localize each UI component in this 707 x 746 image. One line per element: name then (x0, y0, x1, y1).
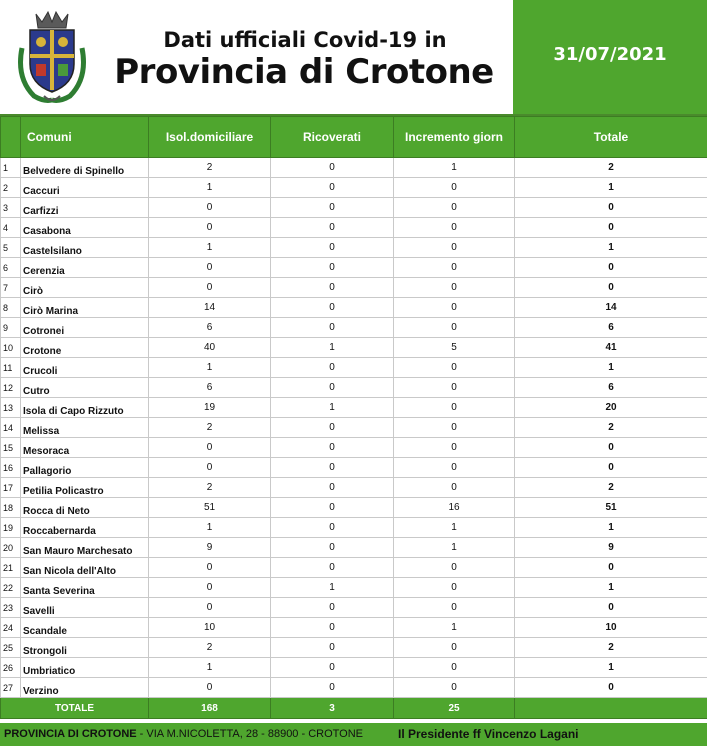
table-row (1, 478, 707, 498)
cell-isolamento: 0 (149, 258, 271, 278)
cell-ricoverati: 0 (271, 198, 394, 218)
cell-ricoverati: 0 (271, 598, 394, 618)
row-number: 12 (1, 378, 21, 398)
table-row (1, 558, 707, 578)
cell-totale: 0 (515, 258, 707, 278)
cell-incremento: 0 (394, 278, 515, 298)
cell-totale: 1 (515, 578, 707, 598)
cell-ricoverati: 0 (271, 258, 394, 278)
column-header-incremento: Incremento giorn (394, 117, 515, 158)
cell-comune: Roccabernarda (21, 518, 149, 538)
row-number: 4 (1, 218, 21, 238)
cell-comune: Cotronei (21, 318, 149, 338)
row-number: 13 (1, 398, 21, 418)
cell-comune: Santa Severina (21, 578, 149, 598)
row-number: 8 (1, 298, 21, 318)
cell-isolamento: 0 (149, 278, 271, 298)
cell-incremento: 0 (394, 198, 515, 218)
cell-ricoverati: 0 (271, 658, 394, 678)
cell-totale: 1 (515, 518, 707, 538)
row-number: 6 (1, 258, 21, 278)
table-body (1, 158, 707, 698)
cell-ricoverati: 0 (271, 318, 394, 338)
table-row (1, 438, 707, 458)
header-index (1, 117, 21, 158)
cell-comune: Melissa (21, 418, 149, 438)
cell-isolamento: 2 (149, 478, 271, 498)
cell-ricoverati: 0 (271, 478, 394, 498)
cell-ricoverati: 0 (271, 378, 394, 398)
cell-comune: Savelli (21, 598, 149, 618)
table-row (1, 258, 707, 278)
cell-comune: Umbriatico (21, 658, 149, 678)
cell-totale: 0 (515, 438, 707, 458)
table-row (1, 658, 707, 678)
cell-totale: 0 (515, 278, 707, 298)
report-date: 31/07/2021 (553, 44, 667, 65)
totals-label: TOTALE (1, 698, 149, 719)
cell-ricoverati: 0 (271, 518, 394, 538)
footer-street: - VIA M.NICOLETTA, 28 - 88900 - CROTONE (136, 728, 364, 740)
row-number: 24 (1, 618, 21, 638)
cell-comune: Isola di Capo Rizzuto (21, 398, 149, 418)
row-number: 19 (1, 518, 21, 538)
cell-ricoverati: 0 (271, 238, 394, 258)
cell-incremento: 0 (394, 678, 515, 698)
cell-incremento: 0 (394, 318, 515, 338)
table-row (1, 218, 707, 238)
cell-incremento: 0 (394, 578, 515, 598)
cell-ricoverati: 1 (271, 398, 394, 418)
cell-isolamento: 1 (149, 178, 271, 198)
cell-ricoverati: 0 (271, 638, 394, 658)
column-header-isolamento: Isol.domiciliare (149, 117, 271, 158)
cell-comune: Crotone (21, 338, 149, 358)
cell-totale: 41 (515, 338, 707, 358)
cell-incremento: 0 (394, 598, 515, 618)
cell-comune: Scandale (21, 618, 149, 638)
cell-incremento: 0 (394, 378, 515, 398)
cell-totale: 14 (515, 298, 707, 318)
cell-totale: 6 (515, 378, 707, 398)
cell-incremento: 0 (394, 458, 515, 478)
cell-totale: 2 (515, 638, 707, 658)
cell-totale: 1 (515, 178, 707, 198)
table-row (1, 638, 707, 658)
table-row (1, 338, 707, 358)
cell-incremento: 0 (394, 178, 515, 198)
cell-totale: 0 (515, 598, 707, 618)
cell-totale: 2 (515, 478, 707, 498)
table-row (1, 198, 707, 218)
cell-ricoverati: 0 (271, 178, 394, 198)
cell-totale: 51 (515, 498, 707, 518)
table-row (1, 298, 707, 318)
cell-isolamento: 0 (149, 438, 271, 458)
cell-isolamento: 14 (149, 298, 271, 318)
row-number: 10 (1, 338, 21, 358)
totals-row (1, 698, 707, 719)
cell-isolamento: 1 (149, 518, 271, 538)
row-number: 16 (1, 458, 21, 478)
cell-ricoverati: 0 (271, 358, 394, 378)
cell-ricoverati: 0 (271, 498, 394, 518)
cell-incremento: 0 (394, 258, 515, 278)
page-title: Provincia di Crotone (114, 52, 494, 92)
cell-totale: 0 (515, 678, 707, 698)
table-row (1, 538, 707, 558)
table-row (1, 178, 707, 198)
table-row (1, 358, 707, 378)
header-subtitle: Dati ufficiali Covid-19 in (163, 28, 447, 52)
cell-comune: Casabona (21, 218, 149, 238)
cell-comune: Cerenzia (21, 258, 149, 278)
cell-totale: 6 (515, 318, 707, 338)
cell-isolamento: 6 (149, 318, 271, 338)
cell-comune: Caccuri (21, 178, 149, 198)
cell-totale: 10 (515, 618, 707, 638)
row-number: 22 (1, 578, 21, 598)
table-row (1, 378, 707, 398)
cell-comune: Pallagorio (21, 458, 149, 478)
cell-comune: Rocca di Neto (21, 498, 149, 518)
cell-comune: Mesoraca (21, 438, 149, 458)
cell-comune: Belvedere di Spinello (21, 158, 149, 178)
cell-incremento: 0 (394, 418, 515, 438)
table-row (1, 618, 707, 638)
row-number: 3 (1, 198, 21, 218)
cell-isolamento: 0 (149, 218, 271, 238)
cell-incremento: 1 (394, 158, 515, 178)
cell-incremento: 16 (394, 498, 515, 518)
cell-comune: Cirò (21, 278, 149, 298)
cell-ricoverati: 0 (271, 158, 394, 178)
footer-president: Il Presidente ff Vincenzo Lagani (398, 727, 579, 741)
cell-ricoverati: 0 (271, 618, 394, 638)
cell-isolamento: 0 (149, 678, 271, 698)
cell-isolamento: 2 (149, 638, 271, 658)
row-number: 11 (1, 358, 21, 378)
row-number: 25 (1, 638, 21, 658)
cell-isolamento: 1 (149, 238, 271, 258)
cell-incremento: 0 (394, 438, 515, 458)
cell-incremento: 1 (394, 518, 515, 538)
cell-totale: 0 (515, 558, 707, 578)
cell-ricoverati: 0 (271, 218, 394, 238)
cell-comune: Castelsilano (21, 238, 149, 258)
cell-ricoverati: 0 (271, 418, 394, 438)
row-number: 23 (1, 598, 21, 618)
cell-incremento: 0 (394, 478, 515, 498)
row-number: 18 (1, 498, 21, 518)
cell-isolamento: 2 (149, 158, 271, 178)
cell-ricoverati: 0 (271, 558, 394, 578)
cell-isolamento: 1 (149, 658, 271, 678)
cell-ricoverati: 1 (271, 578, 394, 598)
cell-incremento: 0 (394, 638, 515, 658)
row-number: 27 (1, 678, 21, 698)
cell-comune: Cirò Marina (21, 298, 149, 318)
cell-isolamento: 0 (149, 198, 271, 218)
row-number: 17 (1, 478, 21, 498)
column-header-totale: Totale (515, 117, 707, 158)
row-number: 5 (1, 238, 21, 258)
table-row (1, 238, 707, 258)
table-row (1, 578, 707, 598)
cell-incremento: 0 (394, 398, 515, 418)
cell-comune: Crucoli (21, 358, 149, 378)
cell-isolamento: 0 (149, 598, 271, 618)
cell-isolamento: 19 (149, 398, 271, 418)
cell-incremento: 0 (394, 218, 515, 238)
cell-totale: 2 (515, 418, 707, 438)
cell-incremento: 0 (394, 298, 515, 318)
table-row (1, 678, 707, 698)
cell-incremento: 0 (394, 358, 515, 378)
table-row (1, 398, 707, 418)
cell-isolamento: 0 (149, 558, 271, 578)
cell-isolamento: 6 (149, 378, 271, 398)
coat-of-arms-icon (14, 8, 90, 104)
cell-comune: San Mauro Marchesato (21, 538, 149, 558)
table-row (1, 278, 707, 298)
cell-totale: 0 (515, 458, 707, 478)
cell-isolamento: 2 (149, 418, 271, 438)
cell-incremento: 0 (394, 558, 515, 578)
cell-incremento: 0 (394, 238, 515, 258)
table-row (1, 458, 707, 478)
row-number: 14 (1, 418, 21, 438)
cell-totale: 9 (515, 538, 707, 558)
table-row (1, 158, 707, 178)
cell-ricoverati: 0 (271, 538, 394, 558)
header (0, 0, 707, 114)
row-number: 26 (1, 658, 21, 678)
cell-comune: Verzino (21, 678, 149, 698)
table-row (1, 598, 707, 618)
cell-totale: 1 (515, 658, 707, 678)
cell-ricoverati: 0 (271, 678, 394, 698)
cell-isolamento: 1 (149, 358, 271, 378)
totals-totale (515, 698, 707, 719)
footer-org: PROVINCIA DI CROTONE (4, 728, 137, 740)
totals-incremento: 25 (394, 698, 515, 719)
cell-incremento: 5 (394, 338, 515, 358)
footer (0, 723, 707, 746)
row-number: 2 (1, 178, 21, 198)
row-number: 15 (1, 438, 21, 458)
cell-comune: Petilia Policastro (21, 478, 149, 498)
row-number: 9 (1, 318, 21, 338)
cell-isolamento: 0 (149, 458, 271, 478)
cell-totale: 0 (515, 218, 707, 238)
cell-incremento: 1 (394, 538, 515, 558)
cell-isolamento: 9 (149, 538, 271, 558)
cell-isolamento: 0 (149, 578, 271, 598)
cell-comune: Strongoli (21, 638, 149, 658)
cell-ricoverati: 0 (271, 458, 394, 478)
row-number: 20 (1, 538, 21, 558)
column-header-ricoverati: Ricoverati (271, 117, 394, 158)
row-number: 7 (1, 278, 21, 298)
cell-totale: 2 (515, 158, 707, 178)
cell-ricoverati: 1 (271, 338, 394, 358)
table-row (1, 498, 707, 518)
totals-ricoverati: 3 (271, 698, 394, 719)
cell-ricoverati: 0 (271, 298, 394, 318)
totals-isolamento: 168 (149, 698, 271, 719)
table-row (1, 518, 707, 538)
cell-incremento: 0 (394, 658, 515, 678)
covid-table (0, 116, 707, 719)
cell-comune: San Nicola dell'Alto (21, 558, 149, 578)
cell-isolamento: 40 (149, 338, 271, 358)
cell-totale: 0 (515, 198, 707, 218)
cell-totale: 1 (515, 358, 707, 378)
cell-ricoverati: 0 (271, 278, 394, 298)
row-number: 21 (1, 558, 21, 578)
footer-address (4, 728, 363, 740)
cell-incremento: 1 (394, 618, 515, 638)
cell-totale: 1 (515, 238, 707, 258)
row-number: 1 (1, 158, 21, 178)
cell-ricoverati: 0 (271, 438, 394, 458)
table-header-row (1, 117, 707, 158)
table-row (1, 318, 707, 338)
cell-comune: Carfizzi (21, 198, 149, 218)
cell-totale: 20 (515, 398, 707, 418)
column-header-comuni: Comuni (21, 117, 149, 158)
cell-comune: Cutro (21, 378, 149, 398)
table-row (1, 418, 707, 438)
cell-isolamento: 51 (149, 498, 271, 518)
cell-isolamento: 10 (149, 618, 271, 638)
